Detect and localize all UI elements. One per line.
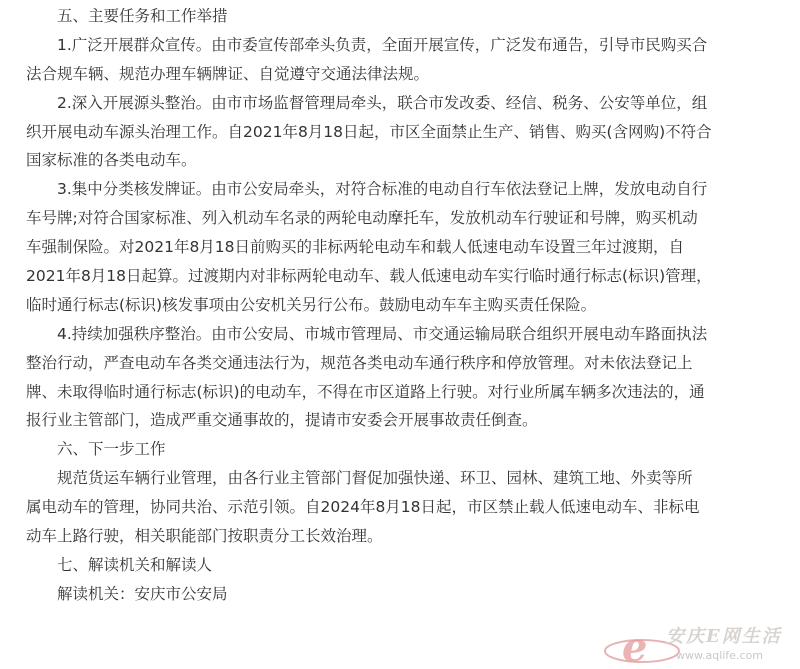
- paragraph-line: 3.集中分类核发牌证。由市公安局牵头，对符合标准的电动自行车依法登记上牌，发放电动自行: [57, 180, 708, 199]
- interpreting-agency: 解读机关：安庆市公安局: [57, 584, 228, 603]
- paragraph-line: 织开展电动车源头治理工作。自2021年8月18日起，市区全面禁止生产、销售、购买(含网购)不符合: [26, 122, 712, 141]
- paragraph-line: 4.持续加强秩序整治。由市公安局、市城市管理局、市交通运输局联合组织开展电动车路面执法: [57, 324, 708, 343]
- paragraph-line: 整治行动，严查电动车各类交通违法行为，规范各类电动车通行秩序和停放管理。对未依法登记上: [26, 353, 693, 372]
- paragraph-line: 1.广泛开展群众宣传。由市委宣传部牵头负责，全面开展宣传，广泛发布通告，引导市民购买合: [57, 35, 708, 54]
- section-heading-6: 六、下一步工作: [57, 440, 166, 459]
- paragraph-line: 属电动车的管理，协同共治、示范引领。自2024年8月18日起，市区禁止载人低速电动车、非标电: [26, 498, 700, 517]
- watermark-site-name: 安庆E网生活: [666, 626, 782, 647]
- paragraph-line: 牌、未取得临时通行标志(标识)的电动车，不得在市区道路上行驶。对行业所属车辆多次违法的，通: [26, 382, 705, 401]
- paragraph-line: 2021年8月18日起算。过渡期内对非标两轮电动车、载人低速电动车实行临时通行标志(标识)管理，: [26, 267, 712, 286]
- site-watermark: [602, 621, 798, 667]
- section-heading-5: 五、主要任务和工作举措: [57, 7, 228, 25]
- section-heading-7: 七、解读机关和解读人: [57, 555, 213, 574]
- paragraph-line: 报行业主管部门，造成严重交通事故的，提请市安委会开展事故责任倒查。: [26, 411, 538, 430]
- paragraph-line: 临时通行标志(标识)核发事项由公安机关另行公布。鼓励电动车车主购买责任保险。: [26, 295, 597, 314]
- paragraph-line: 动车上路行驶，相关职能部门按职责分工长效治理。: [26, 527, 383, 546]
- paragraph-line: 国家标准的各类电动车。: [26, 151, 197, 170]
- svg-text:e: e: [622, 624, 648, 667]
- watermark-url: www.aqlife.com: [676, 649, 763, 662]
- paragraph-line: 法合规车辆、规范办理车辆牌证、自觉遵守交通法律法规。: [26, 64, 430, 83]
- paragraph-line: 车强制保险。对2021年8月18日前购买的非标两轮电动车和载人低速电动车设置三年过渡期，自: [26, 238, 685, 257]
- paragraph-line: 2.深入开展源头整治。由市市场监督管理局牵头，联合市发改委、经信、税务、公安等单位，组: [57, 93, 708, 112]
- paragraph-line: 车号牌;对符合国家标准、列入机动车名录的两轮电动摩托车，发放机动车行驶证和号牌，购买机动: [26, 209, 698, 228]
- paragraph-line: 规范货运车辆行业管理，由各行业主管部门督促加强快递、环卫、园林、建筑工地、外卖等所: [57, 469, 693, 488]
